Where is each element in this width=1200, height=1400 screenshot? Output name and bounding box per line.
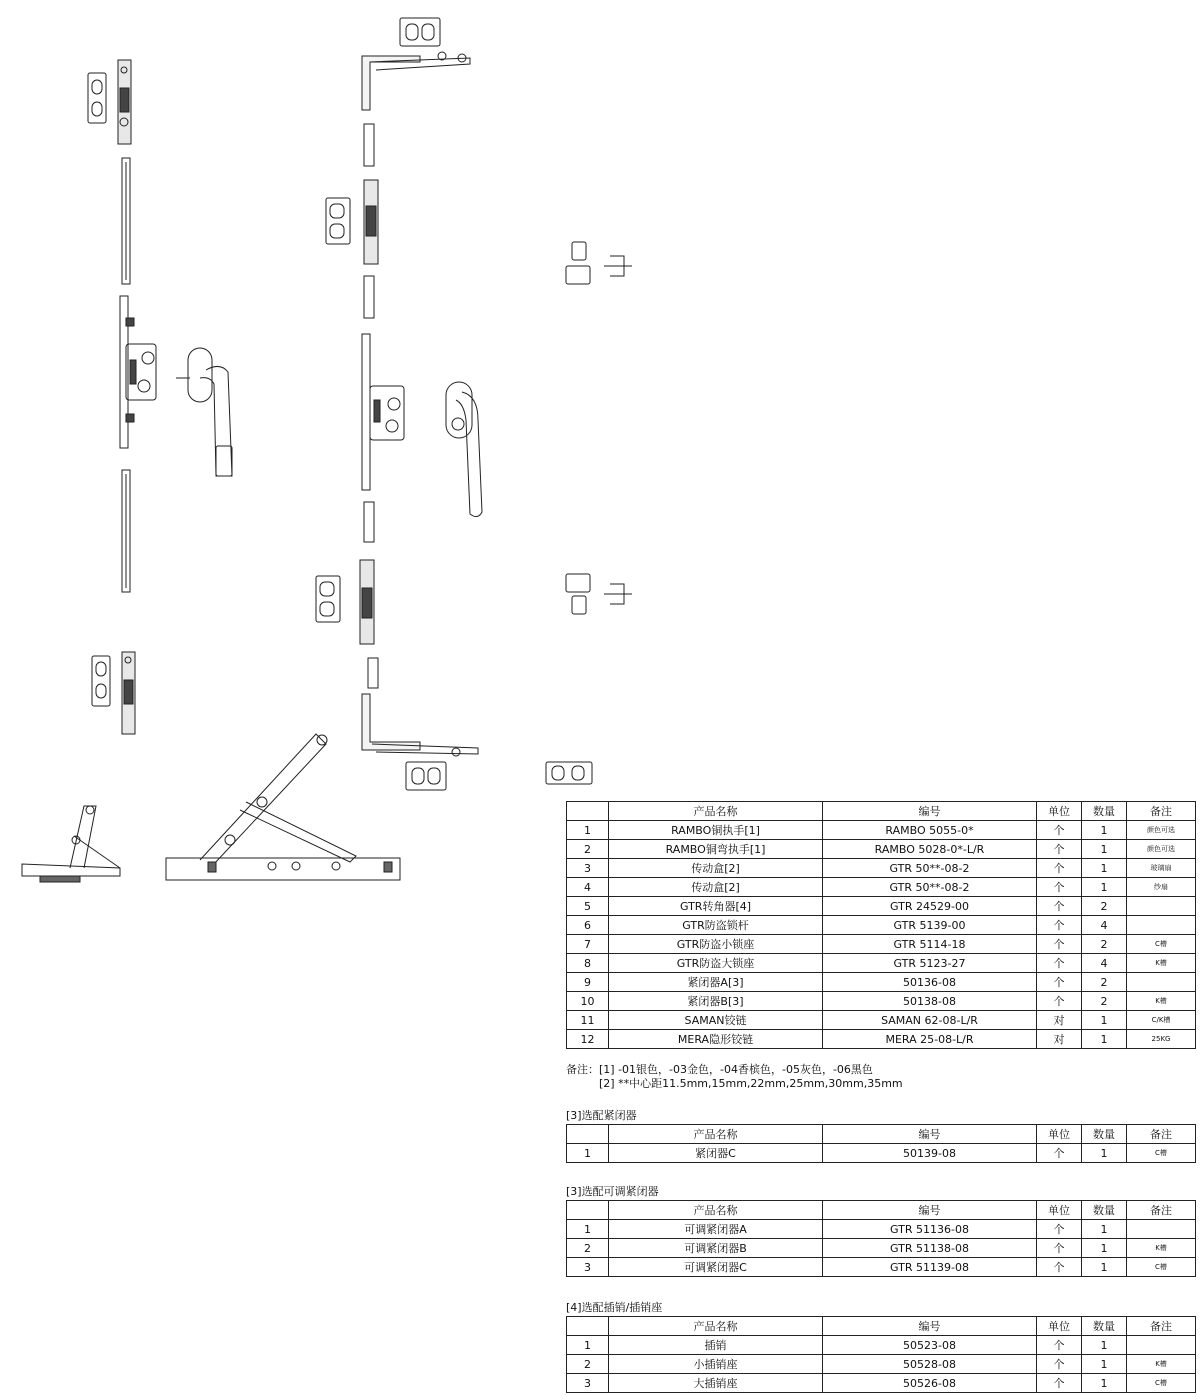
cell-index: 3 [567, 1258, 609, 1277]
cell-code: MERA 25-08-L/R [823, 1030, 1037, 1049]
parts-table-header [567, 802, 1196, 821]
pin-table-caption: [4]选配插销/插销座 [566, 1301, 663, 1314]
hinge-large [166, 734, 400, 880]
cell-unit: 个 [1037, 840, 1082, 859]
cell-quantity: 2 [1082, 935, 1127, 954]
cell-quantity: 1 [1082, 1355, 1127, 1374]
header-index [567, 1125, 609, 1144]
closer-bottom [566, 574, 632, 614]
cell-index: 4 [567, 878, 609, 897]
cell-index: 6 [567, 916, 609, 935]
left-top-lock-seat [88, 60, 131, 144]
table-row [567, 1374, 1196, 1393]
cell-unit: 个 [1037, 916, 1082, 935]
table-row [567, 1220, 1196, 1239]
cell-code: GTR 51136-08 [823, 1220, 1037, 1239]
cell-unit: 个 [1037, 1258, 1082, 1277]
cell-code: GTR 51139-08 [823, 1258, 1037, 1277]
cell-note [1127, 1336, 1196, 1355]
left-gearbox [120, 296, 156, 448]
header-product-name: 产品名称 [609, 1201, 823, 1220]
cell-quantity: 4 [1082, 954, 1127, 973]
adjustable-table-header [567, 1201, 1196, 1220]
remarks [566, 1063, 903, 1091]
cell-quantity: 1 [1082, 878, 1127, 897]
cell-note: K槽 [1127, 1239, 1196, 1258]
cell-unit: 个 [1037, 897, 1082, 916]
cell-code: GTR 5123-27 [823, 954, 1037, 973]
hinge-small [22, 806, 120, 882]
cell-note: 玻璃扇 [1127, 859, 1196, 878]
pin-table-header [567, 1317, 1196, 1336]
mid-crank-handle [446, 382, 482, 517]
cell-code: 50136-08 [823, 973, 1037, 992]
header-quantity: 数量 [1082, 802, 1127, 821]
mid-top-keeper [400, 18, 440, 46]
left-lock-bar-bottom [122, 470, 130, 592]
header-note: 备注 [1127, 1201, 1196, 1220]
cell-product-name: RAMBO铜执手[1] [609, 821, 823, 840]
table-row [567, 1258, 1196, 1277]
adjustable-table-caption: [3]选配可调紧闭器 [566, 1185, 659, 1198]
cell-product-name: 可调紧闭器C [609, 1258, 823, 1277]
cell-quantity: 2 [1082, 992, 1127, 1011]
cell-quantity: 2 [1082, 897, 1127, 916]
table-row [567, 1011, 1196, 1030]
cell-unit: 个 [1037, 1144, 1082, 1163]
cell-unit: 个 [1037, 859, 1082, 878]
cell-index: 3 [567, 859, 609, 878]
cell-index: 10 [567, 992, 609, 1011]
parts-table [566, 801, 1196, 1049]
cell-quantity: 1 [1082, 1239, 1127, 1258]
cell-quantity: 1 [1082, 1144, 1127, 1163]
keeper-small [546, 762, 592, 784]
cell-code: GTR 50**-08-2 [823, 859, 1037, 878]
closer-table-caption: [3]选配紧闭器 [566, 1109, 637, 1122]
cell-unit: 个 [1037, 821, 1082, 840]
cell-note: K槽 [1127, 1355, 1196, 1374]
mid-gearbox [362, 334, 404, 490]
cell-quantity: 1 [1082, 821, 1127, 840]
cell-code: SAMAN 62-08-L/R [823, 1011, 1037, 1030]
remark-line-1: 备注：[1] -01银色，-03金色，-04香槟色，-05灰色，-06黑色 [566, 1063, 873, 1076]
header-unit: 单位 [1037, 1317, 1082, 1336]
table-row [567, 973, 1196, 992]
cell-product-name: 紧闭器C [609, 1144, 823, 1163]
cell-product-name: GTR防盗小锁座 [609, 935, 823, 954]
cell-index: 9 [567, 973, 609, 992]
cell-unit: 个 [1037, 935, 1082, 954]
table-row [567, 916, 1196, 935]
header-unit: 单位 [1037, 1125, 1082, 1144]
table-row [567, 897, 1196, 916]
header-code: 编号 [823, 802, 1037, 821]
cell-code: 50526-08 [823, 1374, 1037, 1393]
cell-index: 1 [567, 1220, 609, 1239]
left-lock-bar-top [122, 158, 130, 284]
cell-product-name: 传动盒[2] [609, 859, 823, 878]
cell-product-name: RAMBO铜弯执手[1] [609, 840, 823, 859]
closer-table [566, 1124, 1196, 1163]
table-row [567, 821, 1196, 840]
left-bottom-lock-seat [92, 652, 135, 734]
cell-quantity: 1 [1082, 1336, 1127, 1355]
header-product-name: 产品名称 [609, 1317, 823, 1336]
cell-unit: 个 [1037, 1336, 1082, 1355]
header-note: 备注 [1127, 1125, 1196, 1144]
table-row [567, 1144, 1196, 1163]
mid-strip-1 [364, 124, 374, 166]
cell-index: 8 [567, 954, 609, 973]
cell-note [1127, 897, 1196, 916]
cell-index: 2 [567, 840, 609, 859]
cell-unit: 个 [1037, 992, 1082, 1011]
cell-index: 1 [567, 821, 609, 840]
cell-index: 7 [567, 935, 609, 954]
header-quantity: 数量 [1082, 1317, 1127, 1336]
mid-corner-drive-top [362, 52, 470, 110]
cell-note: C槽 [1127, 935, 1196, 954]
cell-quantity: 1 [1082, 1220, 1127, 1239]
cell-index: 2 [567, 1355, 609, 1374]
cell-quantity: 1 [1082, 859, 1127, 878]
cell-note: K槽 [1127, 954, 1196, 973]
table-row [567, 935, 1196, 954]
cell-note: 颜色可选 [1127, 840, 1196, 859]
closer-table-header [567, 1125, 1196, 1144]
cell-unit: 个 [1037, 1355, 1082, 1374]
mid-lock-seat-2 [316, 560, 374, 644]
cell-unit: 个 [1037, 973, 1082, 992]
cell-product-name: MERA隐形铰链 [609, 1030, 823, 1049]
cell-unit: 个 [1037, 878, 1082, 897]
cell-note: C槽 [1127, 1144, 1196, 1163]
cell-product-name: 大插销座 [609, 1374, 823, 1393]
header-code: 编号 [823, 1201, 1037, 1220]
cell-note: C/K槽 [1127, 1011, 1196, 1030]
mid-strip-3 [364, 502, 374, 542]
cell-note: 纱扇 [1127, 878, 1196, 897]
header-product-name: 产品名称 [609, 802, 823, 821]
cell-quantity: 1 [1082, 1258, 1127, 1277]
cell-index: 1 [567, 1336, 609, 1355]
cell-code: 50138-08 [823, 992, 1037, 1011]
cell-note: 25KG [1127, 1030, 1196, 1049]
header-code: 编号 [823, 1317, 1037, 1336]
cell-code: GTR 5114-18 [823, 935, 1037, 954]
table-row [567, 1239, 1196, 1258]
cell-index: 5 [567, 897, 609, 916]
cell-product-name: 可调紧闭器B [609, 1239, 823, 1258]
cell-note: 颜色可选 [1127, 821, 1196, 840]
cell-code: GTR 50**-08-2 [823, 878, 1037, 897]
header-index [567, 1317, 609, 1336]
cell-index: 12 [567, 1030, 609, 1049]
cell-note [1127, 973, 1196, 992]
cell-index: 11 [567, 1011, 609, 1030]
cell-note [1127, 1220, 1196, 1239]
cell-code: RAMBO 5028-0*-L/R [823, 840, 1037, 859]
header-index [567, 802, 609, 821]
header-product-name: 产品名称 [609, 1125, 823, 1144]
cell-code: GTR 24529-00 [823, 897, 1037, 916]
table-row [567, 840, 1196, 859]
cell-note: K槽 [1127, 992, 1196, 1011]
cell-unit: 对 [1037, 1011, 1082, 1030]
cell-code: GTR 51138-08 [823, 1239, 1037, 1258]
cell-product-name: 插销 [609, 1336, 823, 1355]
table-row [567, 992, 1196, 1011]
table-row [567, 1030, 1196, 1049]
cell-index: 2 [567, 1239, 609, 1258]
adjustable-table [566, 1200, 1196, 1277]
cell-unit: 个 [1037, 954, 1082, 973]
table-row [567, 954, 1196, 973]
left-handle [176, 348, 232, 476]
cell-code: RAMBO 5055-0* [823, 821, 1037, 840]
header-unit: 单位 [1037, 1201, 1082, 1220]
pin-table [566, 1316, 1196, 1393]
cell-quantity: 4 [1082, 916, 1127, 935]
cell-product-name: 传动盒[2] [609, 878, 823, 897]
remark-line-2: [2] **中心距11.5mm,15mm,22mm,25mm,30mm,35mm [599, 1077, 903, 1090]
cell-quantity: 1 [1082, 1374, 1127, 1393]
cell-unit: 对 [1037, 1030, 1082, 1049]
cell-quantity: 1 [1082, 840, 1127, 859]
cell-product-name: GTR防盗锁杆 [609, 916, 823, 935]
cell-note: C槽 [1127, 1374, 1196, 1393]
cell-index: 1 [567, 1144, 609, 1163]
header-unit: 单位 [1037, 802, 1082, 821]
cell-unit: 个 [1037, 1220, 1082, 1239]
cell-product-name: 可调紧闭器A [609, 1220, 823, 1239]
table-row [567, 1355, 1196, 1374]
cell-product-name: 小插销座 [609, 1355, 823, 1374]
header-index [567, 1201, 609, 1220]
cell-quantity: 1 [1082, 1011, 1127, 1030]
table-row [567, 859, 1196, 878]
cell-product-name: 紧闭器A[3] [609, 973, 823, 992]
cell-code: GTR 5139-00 [823, 916, 1037, 935]
cell-product-name: SAMAN铰链 [609, 1011, 823, 1030]
cell-unit: 个 [1037, 1374, 1082, 1393]
mid-corner-drive-bottom [362, 694, 478, 756]
cell-product-name: 紧闭器B[3] [609, 992, 823, 1011]
cell-quantity: 1 [1082, 1030, 1127, 1049]
header-quantity: 数量 [1082, 1201, 1127, 1220]
mid-lock-seat-1 [326, 180, 378, 264]
cell-code: 50139-08 [823, 1144, 1037, 1163]
cell-product-name: GTR转角器[4] [609, 897, 823, 916]
cell-note [1127, 916, 1196, 935]
closer-top [566, 242, 632, 284]
header-code: 编号 [823, 1125, 1037, 1144]
cell-unit: 个 [1037, 1239, 1082, 1258]
header-note: 备注 [1127, 1317, 1196, 1336]
cell-code: 50523-08 [823, 1336, 1037, 1355]
header-note: 备注 [1127, 802, 1196, 821]
cell-product-name: GTR防盗大锁座 [609, 954, 823, 973]
mid-strip-4 [368, 658, 378, 688]
table-row [567, 1336, 1196, 1355]
mid-strip-2 [364, 276, 374, 318]
table-row [567, 878, 1196, 897]
cell-code: 50528-08 [823, 1355, 1037, 1374]
mid-bottom-keeper [406, 762, 446, 790]
header-quantity: 数量 [1082, 1125, 1127, 1144]
cell-quantity: 2 [1082, 973, 1127, 992]
cell-note: C槽 [1127, 1258, 1196, 1277]
cell-index: 3 [567, 1374, 609, 1393]
